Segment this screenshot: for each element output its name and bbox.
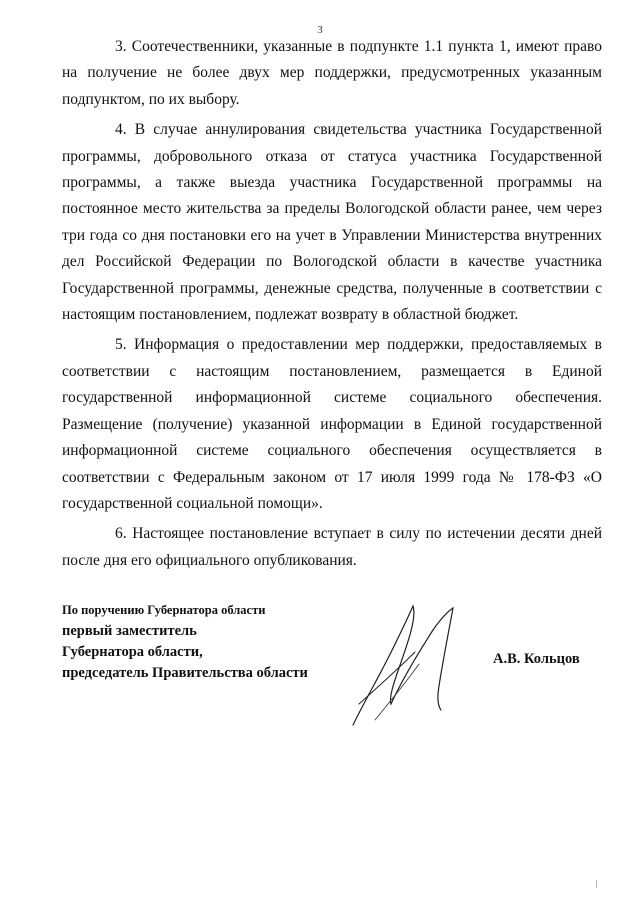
signatory-title-line-2: первый заместитель — [62, 623, 197, 639]
signatory-title-line-4: председатель Правительства области — [62, 665, 308, 681]
paragraph-5: 5. Информация о предоставлении мер поддержки, предоставляемых в соответствии с настоящим постановлением, размещается в Единой государственной информационной системе социального обеспечения. Размещение (получение) указанной информации в Единой государственной информационной системе социального обеспечения осуществляется в соответствии с Федеральным законом от 17 июля 1999 года № 178-ФЗ «О государственной социальной помощи». — [62, 336, 602, 512]
signatory-title — [62, 600, 308, 684]
paragraph-6: 6. Настоящее постановление вступает в силу по истечении десяти дней после дня его официального опубликования. — [62, 525, 602, 569]
paragraph-4: 4. В случае аннулирования свидетельства участника Государственной программы, добровольного отказа от статуса участника Государственной программы, а также выезда участника Государственной программы на постоянное место жительства за пределы Вологодской области ранее, чем через три года со дня постановки его на учет в Управлении Министерства внутренних дел Российской Федерации по Вологодской области в качестве участника Государственной программы, денежные средства, полученные в соответствии с настоящим постановлением, подлежат возврату в областной бюджет. — [62, 121, 602, 324]
scan-mark — [596, 880, 597, 888]
handwritten-signature — [345, 600, 485, 730]
signatory-title-line-1: По поручению Губернатора области — [62, 603, 266, 617]
paragraph-3: 3. Соотечественники, указанные в подпункте 1.1 пункта 1, имеют право на получение не более двух мер поддержки, предусмотренных указанным подпунктом, по их выбору. — [62, 38, 602, 108]
document-body — [62, 34, 602, 578]
page-number: 3 — [317, 24, 323, 36]
signatory-title-line-3: Губернатора области, — [62, 644, 203, 660]
signatory-name: А.В. Кольцов — [493, 651, 580, 667]
